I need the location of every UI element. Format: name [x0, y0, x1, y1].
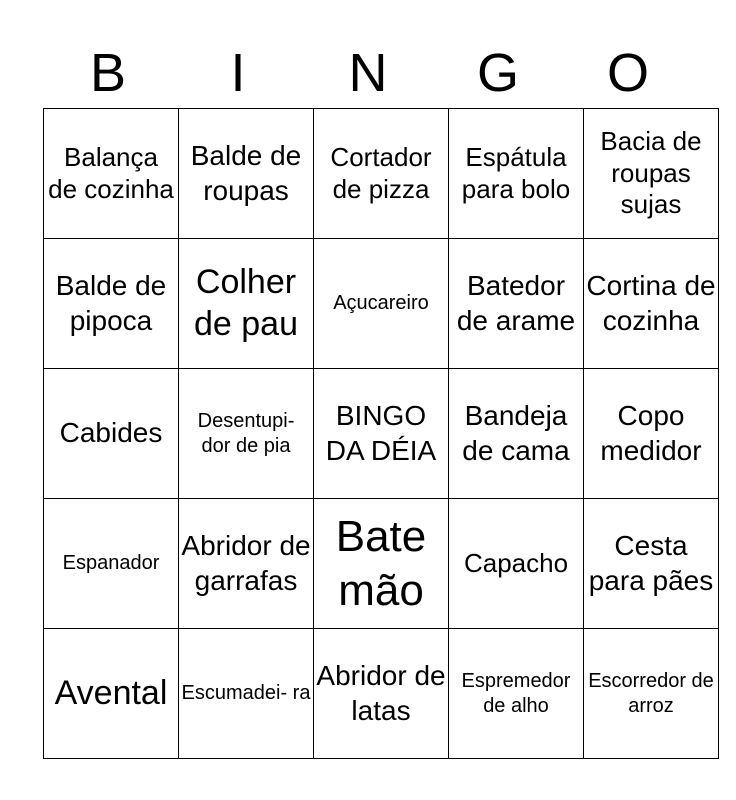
bingo-cell[interactable]: Bacia de roupas sujas: [584, 109, 719, 239]
bingo-cell[interactable]: Escumadei- ra: [179, 629, 314, 759]
bingo-cell[interactable]: Cortador de pizza: [314, 109, 449, 239]
header-letter-i: I: [230, 43, 246, 103]
bingo-cell[interactable]: Capacho: [449, 499, 584, 629]
bingo-cell[interactable]: Batedor de arame: [449, 239, 584, 369]
bingo-cell[interactable]: Balança de cozinha: [44, 109, 179, 239]
bingo-cell[interactable]: Balde de roupas: [179, 109, 314, 239]
bingo-cell[interactable]: Escorredor de arroz: [584, 629, 719, 759]
bingo-cell[interactable]: Colher de pau: [179, 239, 314, 369]
bingo-cell[interactable]: Bandeja de cama: [449, 369, 584, 499]
bingo-cell[interactable]: Abridor de latas: [314, 629, 449, 759]
header-letter-n: N: [348, 43, 388, 103]
bingo-row-5: [44, 629, 719, 759]
bingo-row-3: [44, 369, 719, 499]
bingo-card-grid: [43, 108, 719, 759]
header-letter-o: O: [606, 43, 649, 103]
bingo-free-cell[interactable]: BINGO DA DÉIA: [314, 369, 449, 499]
bingo-cell[interactable]: Açucareiro: [314, 239, 449, 369]
bingo-cell[interactable]: Desentupi- dor de pia: [179, 369, 314, 499]
bingo-cell[interactable]: Cesta para pães: [584, 499, 719, 629]
bingo-cell[interactable]: Espanador: [44, 499, 179, 629]
header-letter-g: G: [476, 43, 519, 103]
bingo-cell[interactable]: Espátula para bolo: [449, 109, 584, 239]
bingo-row-4: [44, 499, 719, 629]
bingo-cell[interactable]: Espremedor de alho: [449, 629, 584, 759]
bingo-row-1: [44, 109, 719, 239]
bingo-cell[interactable]: Cortina de cozinha: [584, 239, 719, 369]
header-letter-b: B: [89, 43, 127, 103]
bingo-cell[interactable]: Abridor de garrafas: [179, 499, 314, 629]
bingo-row-2: [44, 239, 719, 369]
bingo-cell[interactable]: Copo medidor: [584, 369, 719, 499]
bingo-header: [43, 38, 693, 108]
bingo-cell[interactable]: Balde de pipoca: [44, 239, 179, 369]
bingo-cell[interactable]: Bate mão: [314, 499, 449, 629]
bingo-cell[interactable]: Cabides: [44, 369, 179, 499]
bingo-cell[interactable]: Avental: [44, 629, 179, 759]
